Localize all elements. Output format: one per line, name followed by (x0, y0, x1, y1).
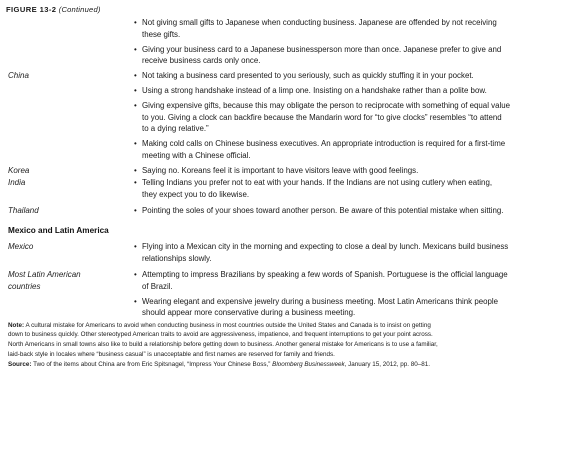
mistake-item: • Saying no. Koreans feel it is important to have visitors leave with good feelings. (134, 165, 419, 175)
mistake-item: • Attempting to impress Brazilians by speaking a few words of Spanish. Portuguese is the official language of Brazil. (134, 270, 508, 291)
figure-note (8, 321, 564, 371)
bullet-icon: • (134, 165, 137, 175)
mistake-item: • Wearing elegant and expensive jewelry during a business meeting. Most Latin Americans think people should appear more conservative during a business meeting. (134, 296, 499, 317)
bullet-icon: • (134, 86, 137, 95)
mistake-list (134, 17, 568, 70)
mistake-item: • Not taking a business card presented to you seriously, such as quickly stuffing it in your pocket. (134, 71, 474, 80)
mistake-item: • Not giving small gifts to Japanese when conducting business. Japanese are offended by not receiving these gifts. (134, 18, 497, 39)
bullet-icon: • (134, 296, 137, 306)
note-line: down to business quickly. Other stereotyped American traits to avoid are aggressiveness, impatience, and frequent interruptions to get your point across. (8, 331, 433, 339)
row-india (8, 177, 568, 205)
note-line: North Americans in small towns also like to build a relationship before getting down to business. Another general mistake for Americans is to use a familiar, (8, 341, 438, 349)
bullet-icon: • (134, 242, 137, 251)
country-label: Korea (8, 165, 30, 175)
figure-label: FIGURE 13-2 (6, 5, 57, 14)
mistake-list (134, 241, 568, 269)
source-line: Source: Two of the items about China are from Eric Spitsnagel, “Impress Your Chinese Boss,” Bloomberg Businessweek, January 15, 2012, pp. 80–81. (8, 361, 431, 369)
note-line: laid-back style in locales where “business casual” is unacceptable and first names are reserved for family and friends. (8, 351, 335, 359)
bullet-icon: • (134, 44, 137, 54)
bullet-icon: • (134, 101, 137, 110)
row-japan-continued (8, 17, 568, 70)
note-label: Note: (8, 321, 25, 329)
row-mexico (8, 241, 568, 269)
figure-title (6, 5, 101, 14)
figure-continued: (Continued) (58, 5, 101, 14)
note-line: Note: A cultural mistake for Americans to avoid when conducting business in most countries outside the United States and Canada is to insist on getting (8, 321, 431, 329)
mistake-list (134, 70, 568, 165)
mistake-item: • Pointing the soles of your shoes toward another person. Be aware of this potential mistake when sitting. (134, 206, 504, 215)
country-label: Mexico (8, 242, 34, 251)
mistake-list (134, 177, 568, 205)
mistake-list (134, 205, 568, 220)
row-china (8, 70, 568, 165)
mistake-item: • Making cold calls on Chinese business executives. An appropriate introduction is required for a first-time meeting with a Chinese official. (134, 139, 506, 160)
mistake-list (134, 165, 568, 178)
row-thailand (8, 205, 568, 220)
bullet-icon: • (134, 206, 137, 215)
source-label: Source: (8, 361, 32, 369)
bullet-icon: • (134, 270, 137, 279)
bullet-icon: • (134, 71, 137, 80)
bullet-icon: • (134, 18, 137, 27)
country-label: India (8, 178, 26, 187)
section-heading: Mexico and Latin America (8, 226, 109, 235)
figure-body (8, 17, 568, 370)
country-label: China (8, 71, 29, 80)
row-latin-america (8, 269, 568, 321)
country-label: Most Latin American countries (8, 270, 81, 291)
bullet-icon: • (134, 178, 137, 187)
mistake-item: • Telling Indians you prefer not to eat with your hands. If the Indians are not using cutlery when eating, they expect you to do likewise. (134, 178, 493, 199)
mistake-item: • Using a strong handshake instead of a limp one. Insisting on a handshake rather than a polite bow. (134, 86, 487, 95)
mistake-item: • Giving expensive gifts, because this may obligate the person to reciprocate with something of equal value to you. Giving a clock can backfire because the Mandarin word for “to give clocks” resembles “to attend to a dying relative.” (134, 101, 511, 133)
bullet-icon: • (134, 139, 137, 148)
row-korea (8, 165, 568, 178)
mistake-item: • Flying into a Mexican city in the morning and expecting to close a deal by lunch. Mexicans build business relationships slowly. (134, 242, 509, 263)
source-publication: Bloomberg Businessweek (272, 361, 345, 369)
mistake-list (134, 269, 568, 321)
mistake-item: • Giving your business card to a Japanese businessperson more than once. Japanese prefer to give and receive business cards only once. (134, 44, 502, 65)
country-label: Thailand (8, 206, 39, 215)
